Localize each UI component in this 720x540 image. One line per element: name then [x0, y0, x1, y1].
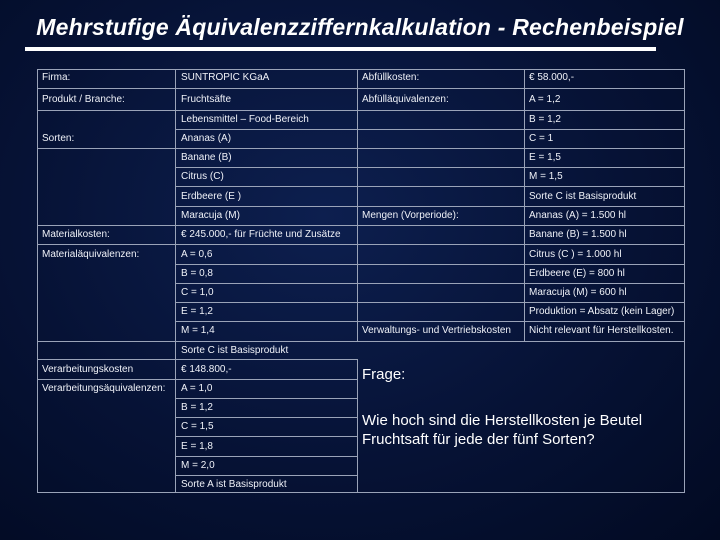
menge-maracuja: Maracuja (M) = 600 hl	[529, 287, 627, 298]
sorte-ananas: Ananas (A)	[181, 133, 232, 144]
material-basisprodukt: Sorte C ist Basisprodukt	[181, 345, 289, 356]
label-abfuellkosten: Abfüllkosten:	[362, 72, 420, 83]
sorte-maracuja: Maracuja (M)	[181, 210, 240, 221]
label-abfuellaequivalenzen: Abfülläquivalenzen:	[362, 94, 449, 105]
row-divider	[175, 186, 685, 187]
row-divider	[37, 110, 685, 111]
column-divider	[357, 359, 358, 493]
menge-citrus: Citrus (C ) = 1.000 hl	[529, 249, 622, 260]
abfuell-equivalence-b: B = 1,2	[529, 114, 561, 125]
verarbeitung-basisprodukt: Sorte A ist Basisprodukt	[181, 479, 287, 490]
row-divider	[175, 129, 685, 130]
verarbeitung-equivalence-e: E = 1,8	[181, 441, 213, 452]
abfuell-equivalence-e: E = 1,5	[529, 152, 561, 163]
material-equivalence-a: A = 0,6	[181, 249, 213, 260]
verarbeitung-equivalence-c: C = 1,5	[181, 421, 214, 432]
verarbeitung-equivalence-a: A = 1,0	[181, 383, 213, 394]
label-materialaequivalenzen: Materialäquivalenzen:	[42, 249, 140, 260]
column-divider	[175, 69, 176, 359]
value-abfuellkosten: € 58.000,-	[529, 72, 575, 83]
row-divider	[175, 167, 685, 168]
value-firma: SUNTROPIC KGaA	[181, 72, 270, 83]
verarbeitung-equivalence-m: M = 2,0	[181, 460, 215, 471]
row-divider	[37, 341, 685, 342]
sorte-banane: Banane (B)	[181, 152, 232, 163]
material-equivalence-b: B = 0,8	[181, 268, 213, 279]
abfuell-basisprodukt: Sorte C ist Basisprodukt	[529, 191, 637, 202]
value-materialkosten: € 245.000,- für Früchte und Zusätze	[181, 229, 341, 240]
value-verwaltungskosten: Nicht relevant für Herstellkosten.	[529, 325, 674, 336]
frage-text: Wie hoch sind die Herstellkosten je Beutel Fruchtsaft für jede der fünf Sorten?	[362, 412, 643, 448]
row-divider	[175, 206, 685, 207]
row-divider	[175, 321, 685, 322]
row-divider	[175, 264, 685, 265]
menge-ananas: Ananas (A) = 1.500 hl	[529, 210, 627, 221]
row-divider	[37, 225, 685, 226]
row-divider	[37, 88, 685, 89]
label-firma: Firma:	[42, 72, 71, 83]
frage-heading: Frage:	[362, 366, 406, 383]
label-verwaltungskosten: Verwaltungs- und Vertriebskosten	[362, 325, 511, 336]
value-produkt: Fruchtsäfte	[181, 94, 232, 105]
label-produkt: Produkt / Branche:	[42, 94, 125, 105]
row-divider	[175, 417, 357, 418]
row-divider	[37, 148, 685, 149]
row-divider	[175, 283, 685, 284]
label-verarbeitungskosten: Verarbeitungskosten	[42, 364, 134, 375]
menge-banane: Banane (B) = 1.500 hl	[529, 229, 627, 240]
material-equivalence-m: M = 1,4	[181, 325, 215, 336]
title-underline	[25, 47, 656, 51]
produktion-absatz: Produktion = Absatz (kein Lager)	[529, 306, 675, 317]
row-divider	[37, 359, 357, 360]
row-divider	[37, 379, 357, 380]
sorte-citrus: Citrus (C)	[181, 171, 224, 182]
abfuell-equivalence-a: A = 1,2	[529, 94, 561, 105]
row-divider	[175, 436, 357, 437]
label-sorten: Sorten:	[42, 133, 75, 144]
label-materialkosten: Materialkosten:	[42, 229, 110, 240]
row-divider	[175, 398, 357, 399]
sorte-erdbeere: Erdbeere (E )	[181, 191, 242, 202]
menge-erdbeere: Erdbeere (E) = 800 hl	[529, 268, 625, 279]
material-equivalence-e: E = 1,2	[181, 306, 213, 317]
value-verarbeitungskosten: € 148.800,-	[181, 364, 232, 375]
label-mengen: Mengen (Vorperiode):	[362, 210, 459, 221]
value-bereich: Lebensmittel – Food-Bereich	[181, 114, 309, 125]
abfuell-equivalence-c: C = 1	[529, 133, 554, 144]
row-divider	[37, 244, 685, 245]
row-divider	[175, 475, 357, 476]
row-divider	[175, 302, 685, 303]
label-verarbeitungsaequivalenzen: Verarbeitungsäquivalenzen:	[42, 383, 166, 394]
material-equivalence-c: C = 1,0	[181, 287, 214, 298]
page-title: Mehrstufige Äquivalenzziffernkalkulation - Rechenbeispiel	[36, 14, 684, 40]
abfuell-equivalence-m: M = 1,5	[529, 171, 563, 182]
row-divider	[175, 456, 357, 457]
verarbeitung-equivalence-b: B = 1,2	[181, 402, 213, 413]
